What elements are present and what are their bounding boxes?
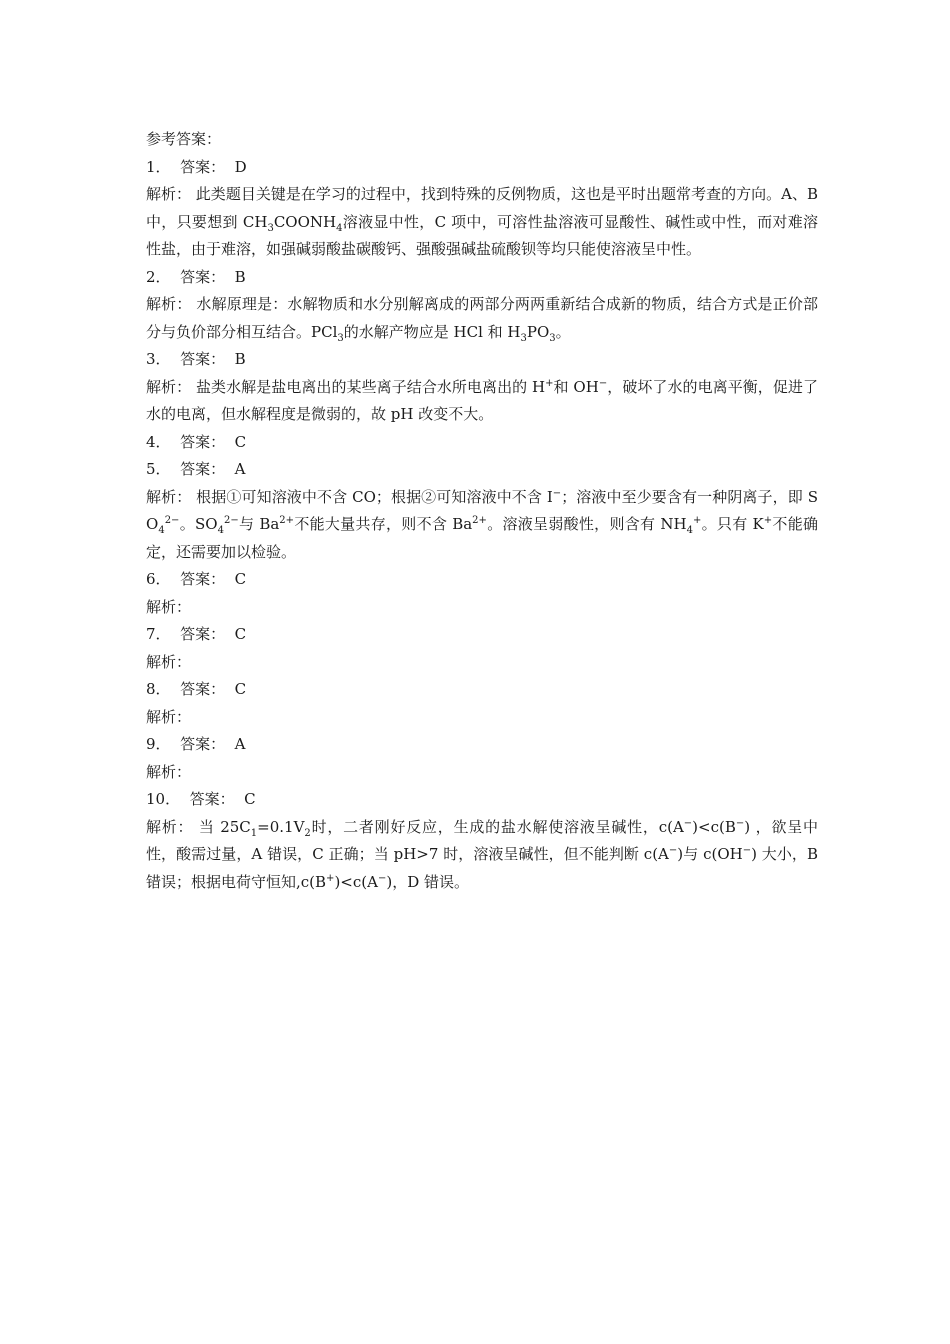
- superscript: −: [668, 845, 678, 856]
- subscript: 3: [549, 332, 556, 344]
- analysis-text-9: 解析：: [146, 762, 192, 781]
- superscript: +: [763, 515, 773, 526]
- analysis-text-1: 解析： 此类题目关键是在学习的过程中，找到特殊的反例物质，这也是平时出题常考查的方向。A、B 中，只要想到 $CH_3COONH_4$溶液显中性，C 项中，可溶性盐溶液可显酸性、碱性或中性，而对难溶性盐，由于难溶，如强碱弱酸盐碳酸钙、强酸强碱盐硫酸钡等均只能使溶液呈中性。: [146, 185, 819, 258]
- superscript: +: [326, 872, 335, 884]
- superscript: +: [545, 377, 554, 389]
- subscript: 4: [686, 525, 693, 536]
- answer-line-5: 5． 答案： A: [146, 460, 246, 478]
- superscript: 2−: [164, 515, 180, 526]
- superscript: −: [552, 487, 562, 499]
- answer-line-3: 3． 答案： B: [146, 350, 246, 368]
- superscript: −: [598, 377, 608, 389]
- answer-sheet: [146, 126, 818, 896]
- analysis-text-5: 解析： 根据①可知溶液中不含 CO；根据②可知溶液中不含 I−；溶液中至少要含有一种阴离子，即 $SO_4^{2-}$。$SO_4^{2-}$与 $Ba^{2+}$不能大量共存，则不含 $Ba^{2+}$。溶液呈弱酸性，则含有 $NH_4^+$。只有 K+不能确定，还需要加以检验。: [146, 487, 818, 561]
- superscript: 2+: [472, 515, 487, 526]
- superscript: −: [735, 817, 745, 829]
- superscript: +: [692, 515, 702, 526]
- answer-line-10: 10． 答案： C: [146, 790, 256, 808]
- subscript: 3: [267, 222, 274, 234]
- superscript: −: [742, 845, 752, 856]
- subscript: 4: [158, 525, 165, 536]
- answer-line-8: 8． 答案： C: [146, 680, 247, 698]
- subscript: 3: [337, 332, 344, 344]
- subscript: 4: [217, 525, 224, 536]
- answer-line-4: 4． 答案： C: [146, 432, 247, 451]
- answer-line-7: 7． 答案： C: [146, 625, 247, 643]
- subscript: 2: [304, 827, 311, 839]
- page-heading: 参考答案：: [146, 130, 222, 148]
- analysis-text-8: 解析：: [146, 707, 192, 726]
- answer-list: [146, 154, 818, 897]
- answer-line-6: 6． 答案： C: [146, 570, 247, 588]
- analysis-text-7: 解析：: [146, 652, 192, 671]
- answer-line-2: 2． 答案： B: [146, 267, 246, 286]
- subscript: 1: [250, 827, 258, 839]
- superscript: 2+: [279, 515, 295, 526]
- superscript: 2−: [223, 515, 239, 526]
- analysis-text-10: 解析： 当 $25C_1=0.1V_2$时，二者刚好反应，生成的盐水解使溶液呈碱性，c(A−)<c(B−) ，欲呈中性，酸需过量，A 错误，C 正确；当 pH>7 时，溶液呈碱性，但不能判断 c(A−)与 c(OH−) 大小，B 错误；根据电荷守恒知,c(B+)<c(A−)，D 错误。: [146, 817, 818, 891]
- answer-line-1: 1． 答案： D: [146, 157, 247, 176]
- analysis-text-3: 解析： 盐类水解是盐电离出的某些离子结合水所电离出的 H+和 OH−，破坏了水的电离平衡，促进了水的电离，但水解程度是微弱的，故 pH 改变不大。: [146, 377, 818, 423]
- superscript: −: [377, 872, 387, 884]
- subscript: 3: [520, 332, 527, 344]
- superscript: −: [683, 817, 693, 829]
- analysis-text-2: 解析： 水解原理是：水解物质和水分别解离成的两部分两两重新结合成新的物质，结合方式是正价部分与负价部分相互结合。PCl$_3$的水解产物应是 HCl 和 $H_3PO_3$。: [146, 295, 818, 344]
- answer-line-9: 9． 答案： A: [146, 735, 246, 753]
- subscript: 4: [336, 222, 343, 234]
- analysis-text-6: 解析：: [146, 597, 192, 616]
